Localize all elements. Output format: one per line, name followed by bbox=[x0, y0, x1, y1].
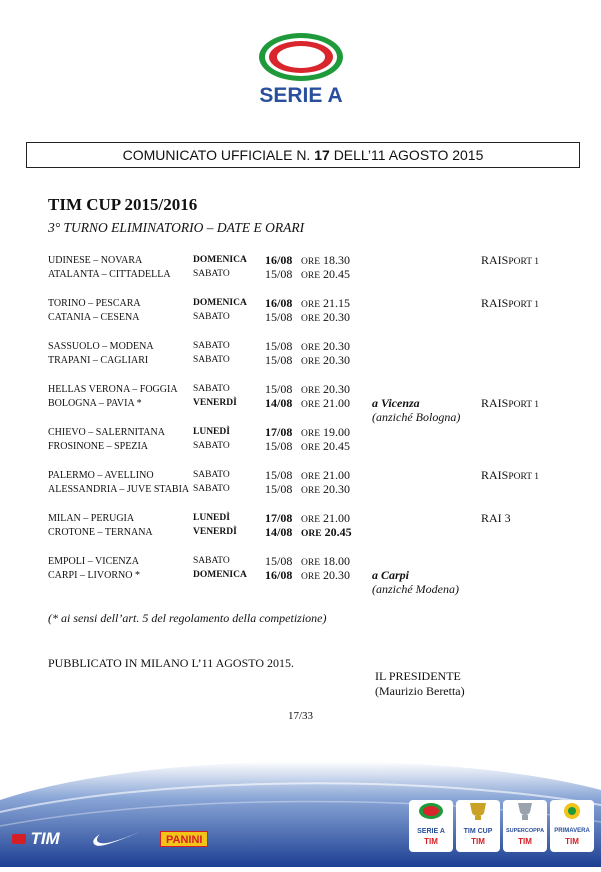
tv-label: RAIS bbox=[481, 468, 509, 482]
logo-text: SERIE A bbox=[259, 84, 343, 107]
tv-label: RAIS bbox=[481, 396, 509, 410]
time-value: 20.30 bbox=[323, 310, 350, 324]
venue-note: (anziché Modena) bbox=[372, 582, 459, 596]
fixture-tv bbox=[481, 468, 539, 483]
fixture-time bbox=[301, 425, 350, 440]
fixture-day: SABATO bbox=[193, 384, 230, 394]
fixture-match: EMPOLI – VICENZA bbox=[48, 556, 139, 567]
tim-sponsor-logo bbox=[12, 829, 60, 849]
ore-label: ORE bbox=[301, 529, 322, 539]
fixture-tv bbox=[481, 253, 539, 268]
fixture-time bbox=[301, 310, 350, 325]
time-value: 21.00 bbox=[323, 396, 350, 410]
fixture-tv bbox=[481, 396, 539, 411]
badge-tim-cup bbox=[456, 800, 500, 852]
fixture-match: MILAN – PERUGIA bbox=[48, 513, 135, 524]
fixture-date: 15/08 bbox=[265, 310, 293, 324]
fixture-match: ATALANTA – CITTADELLA bbox=[48, 269, 171, 280]
fixture-date: 15/08 bbox=[265, 482, 293, 496]
page-title: TIM CUP 2015/2016 bbox=[48, 195, 198, 214]
time-value: 20.30 bbox=[323, 339, 350, 353]
fixture-day: DOMENICA bbox=[193, 570, 247, 580]
fixture-date: 15/08 bbox=[265, 439, 293, 453]
fixture-row bbox=[0, 525, 601, 539]
venue-note: (anziché Bologna) bbox=[372, 410, 461, 424]
footer-banner bbox=[0, 730, 601, 867]
comunicato-prefix: COMUNICATO UFFICIALE N. bbox=[122, 147, 311, 163]
time-value: 21.15 bbox=[323, 296, 350, 310]
tv-label-small: PORT 1 bbox=[508, 257, 540, 267]
fixture-row bbox=[0, 310, 601, 324]
president-name: (Maurizio Beretta) bbox=[375, 684, 465, 698]
tv-label: RAIS bbox=[481, 253, 509, 267]
president-title: IL PRESIDENTE bbox=[375, 669, 461, 683]
tim-text: TIM bbox=[30, 829, 60, 848]
fixture-match: CARPI – LIVORNO * bbox=[48, 570, 140, 581]
fixture-time bbox=[301, 511, 350, 526]
fixture-match: HELLAS VERONA – FOGGIA bbox=[48, 384, 178, 395]
fixture-day: SABATO bbox=[193, 312, 230, 322]
comunicato-date: DELL’11 AGOSTO 2015 bbox=[333, 147, 484, 163]
fixture-match: FROSINONE – SPEZIA bbox=[48, 441, 149, 452]
fixture-match: ALESSANDRIA – JUVE STABIA bbox=[48, 484, 190, 495]
fixture-day: SABATO bbox=[193, 484, 230, 494]
time-value: 20.45 bbox=[323, 439, 350, 453]
fixture-date: 15/08 bbox=[265, 382, 293, 396]
fixture-time bbox=[301, 568, 350, 583]
fixture-time bbox=[301, 396, 350, 411]
time-value: 20.30 bbox=[323, 382, 350, 396]
fixture-row bbox=[0, 554, 601, 568]
ore-label: ORE bbox=[301, 314, 320, 324]
time-value: 18.00 bbox=[323, 554, 350, 568]
ore-label: ORE bbox=[301, 271, 320, 281]
fixture-row bbox=[0, 339, 601, 353]
ore-label: ORE bbox=[301, 472, 320, 482]
fixture-date: 15/08 bbox=[265, 353, 293, 367]
fixture-venue: a Carpi bbox=[372, 568, 410, 582]
fixture-day: SABATO bbox=[193, 441, 230, 451]
tv-label-small: PORT 1 bbox=[508, 472, 540, 482]
published-statement: PUBBLICATO IN MILANO L’11 AGOSTO 2015. bbox=[48, 656, 295, 670]
fixture-date: 16/08 bbox=[265, 568, 293, 582]
serie-a-badge-icon bbox=[409, 800, 453, 822]
tv-label-small: PORT 1 bbox=[508, 300, 540, 310]
fixture-venue: a Vicenza bbox=[372, 396, 420, 410]
fixture-time bbox=[301, 468, 350, 483]
time-value: 21.00 bbox=[323, 511, 350, 525]
badge-label: SERIE A bbox=[417, 828, 445, 835]
time-value: 20.30 bbox=[323, 482, 350, 496]
badge-tim: TIM bbox=[424, 837, 438, 846]
page-subtitle: 3° TURNO ELIMINATORIO – DATE E ORARI bbox=[48, 220, 305, 235]
time-value: 20.45 bbox=[323, 267, 350, 281]
primavera-icon bbox=[550, 800, 594, 822]
time-value: 20.45 bbox=[324, 525, 352, 539]
tv-label: RAI 3 bbox=[481, 511, 511, 525]
badge-label: TIM CUP bbox=[463, 828, 493, 835]
ore-label: ORE bbox=[301, 486, 320, 496]
fixture-row bbox=[0, 468, 601, 482]
badge-supercoppa bbox=[503, 800, 547, 852]
badge-serie-a bbox=[409, 800, 453, 852]
fixture-day: DOMENICA bbox=[193, 255, 247, 265]
badge-tim: TIM bbox=[471, 837, 485, 846]
fixture-match: UDINESE – NOVARA bbox=[48, 255, 143, 266]
fixture-row bbox=[0, 482, 601, 496]
fixture-match: PALERMO – AVELLINO bbox=[48, 470, 154, 481]
tv-label: RAIS bbox=[481, 296, 509, 310]
fixture-match: CHIEVO – SALERNITANA bbox=[48, 427, 165, 438]
fixture-date: 17/08 bbox=[265, 425, 293, 439]
fixture-date: 14/08 bbox=[265, 525, 293, 539]
fixture-match: TORINO – PESCARA bbox=[48, 298, 141, 309]
fixture-row bbox=[0, 511, 601, 525]
ore-label: ORE bbox=[301, 572, 320, 582]
fixture-day: VENERDÌ bbox=[193, 527, 237, 537]
fixture-time bbox=[301, 253, 350, 268]
badge-tim: TIM bbox=[565, 837, 579, 846]
panini-logo bbox=[160, 831, 208, 847]
supercoppa-icon bbox=[503, 800, 547, 822]
badge-label: PRIMAVERA bbox=[554, 828, 590, 834]
fixture-match: BOLOGNA – PAVIA * bbox=[48, 398, 142, 409]
comunicato-number: 17 bbox=[314, 147, 330, 163]
fixture-row bbox=[0, 382, 601, 396]
fixture-day: DOMENICA bbox=[193, 298, 247, 308]
fixture-row bbox=[0, 425, 601, 439]
time-value: 18.30 bbox=[323, 253, 350, 267]
fixture-day: SABATO bbox=[193, 355, 230, 365]
ore-label: ORE bbox=[301, 257, 320, 267]
ore-label: ORE bbox=[301, 429, 320, 439]
fixture-row bbox=[0, 439, 601, 453]
badge-tim: TIM bbox=[518, 837, 532, 846]
fixture-day: LUNEDÌ bbox=[193, 427, 230, 437]
serie-a-logo bbox=[252, 30, 350, 112]
badge-primavera bbox=[550, 800, 594, 852]
venue-note-row bbox=[0, 582, 601, 596]
venue-note-row bbox=[0, 410, 601, 424]
fixture-match: CROTONE – TERNANA bbox=[48, 527, 153, 538]
fixture-date: 15/08 bbox=[265, 339, 293, 353]
fixture-time bbox=[301, 482, 350, 497]
ore-label: ORE bbox=[301, 300, 320, 310]
fixture-time bbox=[301, 339, 350, 354]
ore-label: ORE bbox=[301, 443, 320, 453]
fixture-row bbox=[0, 396, 601, 410]
time-value: 20.30 bbox=[323, 353, 350, 367]
ore-label: ORE bbox=[301, 558, 320, 568]
fixture-date: 15/08 bbox=[265, 554, 293, 568]
fixture-row bbox=[0, 253, 601, 267]
fixture-row bbox=[0, 267, 601, 281]
fixture-row bbox=[0, 296, 601, 310]
fixture-time bbox=[301, 439, 350, 454]
tim-icon bbox=[12, 834, 26, 844]
fixture-day: SABATO bbox=[193, 556, 230, 566]
fixture-tv bbox=[481, 511, 511, 526]
fixture-row bbox=[0, 568, 601, 582]
fixture-time bbox=[301, 267, 350, 282]
fixture-date: 15/08 bbox=[265, 468, 293, 482]
fixture-tv bbox=[481, 296, 539, 311]
fixture-time bbox=[301, 525, 352, 540]
page-number: 17/33 bbox=[288, 710, 314, 722]
footnote: (* ai sensi dell’art. 5 del regolamento della competizione) bbox=[48, 611, 327, 625]
fixture-match: SASSUOLO – MODENA bbox=[48, 341, 154, 352]
ore-label: ORE bbox=[301, 400, 320, 410]
fixture-day: LUNEDÌ bbox=[193, 513, 230, 523]
time-value: 21.00 bbox=[323, 468, 350, 482]
fixture-match: CATANIA – CESENA bbox=[48, 312, 140, 323]
fixture-date: 14/08 bbox=[265, 396, 293, 410]
fixture-time bbox=[301, 554, 350, 569]
fixture-date: 15/08 bbox=[265, 267, 293, 281]
fixture-day: VENERDÌ bbox=[193, 398, 237, 408]
cup-icon bbox=[456, 800, 500, 822]
fixture-time bbox=[301, 353, 350, 368]
tv-label-small: PORT 1 bbox=[508, 400, 540, 410]
panini-text: PANINI bbox=[166, 834, 203, 846]
badge-label: SUPERCOPPA bbox=[505, 828, 545, 834]
ore-label: ORE bbox=[301, 515, 320, 525]
fixture-date: 17/08 bbox=[265, 511, 293, 525]
fixture-time bbox=[301, 296, 350, 311]
fixture-date: 16/08 bbox=[265, 253, 293, 267]
fixture-time bbox=[301, 382, 350, 397]
ore-label: ORE bbox=[301, 357, 320, 367]
time-value: 20.30 bbox=[323, 568, 350, 582]
fixture-day: SABATO bbox=[193, 269, 230, 279]
ore-label: ORE bbox=[301, 386, 320, 396]
time-value: 19.00 bbox=[323, 425, 350, 439]
comunicato-header bbox=[26, 142, 580, 168]
ore-label: ORE bbox=[301, 343, 320, 353]
fixture-row bbox=[0, 353, 601, 367]
fixture-day: SABATO bbox=[193, 341, 230, 351]
nike-swoosh-icon bbox=[92, 830, 142, 853]
fixture-match: TRAPANI – CAGLIARI bbox=[48, 355, 149, 366]
fixture-day: SABATO bbox=[193, 470, 230, 480]
fixture-date: 16/08 bbox=[265, 296, 293, 310]
